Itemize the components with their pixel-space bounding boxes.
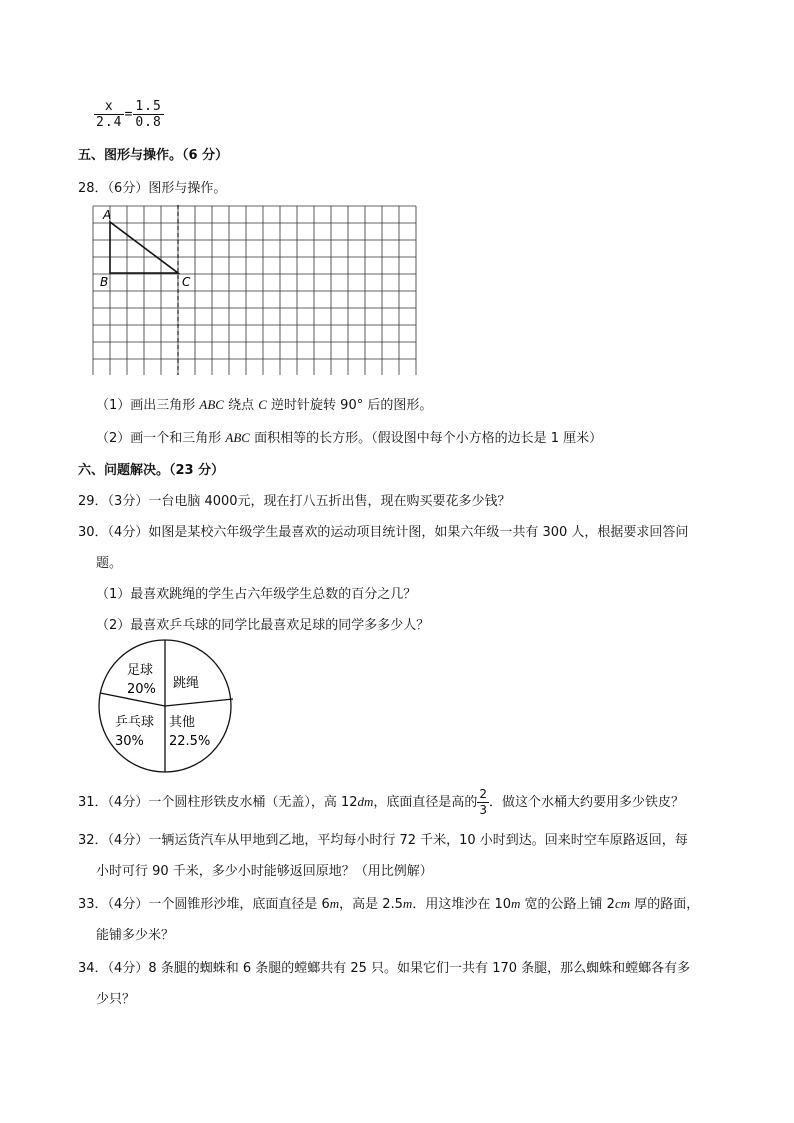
q31: [78, 787, 684, 818]
q33-pre: 33．（4分）一个圆锥形沙堆，底面直径是 6: [78, 897, 330, 912]
q34-line2: 少只？: [96, 992, 136, 1007]
equation-right-numerator: 1.5: [135, 99, 162, 114]
q28-sub2: [96, 427, 602, 446]
q31-frac-den: 3: [479, 803, 488, 817]
q29-text: 29．（3分）一台电脑 4000元，现在打八五折出售，现在购买要花多少钱？: [78, 494, 511, 509]
grid-figure: [92, 205, 418, 375]
q33-m2: ．用这堆沙在 10: [412, 897, 511, 912]
q31-pre: 31．（4分）一个圆柱形铁皮水桶（无盖），高 12: [78, 795, 358, 810]
pie-pingpong-pct: 30%: [115, 734, 144, 749]
q33-unit1: m: [329, 896, 340, 911]
equation-equals: =: [124, 107, 134, 122]
point-a-label: A: [103, 208, 112, 222]
point-b-label: B: [100, 275, 109, 289]
q28-sub1-abc: ABC: [199, 397, 224, 412]
q31-mid: ，底面直径是高的: [373, 795, 478, 810]
point-c-label: C: [182, 275, 191, 289]
pie-chart: [93, 638, 237, 774]
q30-sub2: （2）最喜欢乒乓球的同学比最喜欢足球的同学多多少人？: [96, 618, 430, 633]
pie-other-pct: 22.5%: [169, 734, 211, 749]
pie-rope-name: 跳绳: [173, 676, 200, 691]
q28-sub1-mid: 绕点: [223, 398, 259, 413]
pie-pingpong-name: 乒乓球: [115, 715, 155, 730]
q33-unit4: cm: [614, 896, 631, 911]
q28-sub1: [96, 394, 432, 413]
q28-sub2-pre: （2）画一个和三角形: [96, 431, 226, 446]
q28-sub2-post: 面积相等的长方形。（假设图中每个小方格的边长是 1 厘米）: [249, 431, 603, 446]
q33-m1: ，高是 2.5: [339, 897, 403, 912]
equation-left-fraction: [94, 99, 124, 130]
equation-right-fraction: [133, 99, 163, 130]
q28-sub1-pre: （1）画出三角形: [96, 398, 200, 413]
q33-m4: 厚的路面，: [630, 897, 700, 912]
q30-line1: 30．（4分）如图是某校六年级学生最喜欢的运动项目统计图，如果六年级一共有 300 人，根据要求回答问: [78, 525, 689, 540]
pie-other-name: 其他: [169, 715, 196, 730]
q33-m3: 宽的公路上铺 2: [520, 897, 615, 912]
section6-title: 六、问题解决。（23 分）: [78, 463, 225, 478]
q32-line1: 32．（4分）一辆运货汽车从甲地到乙地，平均每小时行 72 千米，10 小时到达。回来时空车原路返回，每: [78, 833, 688, 848]
q30-sub1: （1）最喜欢跳绳的学生占六年级学生总数的百分之几？: [96, 587, 417, 602]
q28-sub2-abc: ABC: [225, 430, 250, 445]
q33-line1: [78, 893, 699, 912]
equation-left-numerator: x: [94, 99, 124, 115]
q34-line1: 34．（4分）8 条腿的蜘蛛和 6 条腿的螳螂共有 25 只。如果它们一共有 170 条腿，那么蜘蛛和螳螂各有多: [78, 961, 691, 976]
q31-fraction: [477, 787, 489, 818]
q33-unit2: m: [402, 896, 413, 911]
q31-frac-num: 2: [479, 787, 488, 801]
q28-stem: 28．（6分）图形与操作。: [78, 181, 227, 196]
proportion-equation: [94, 99, 164, 130]
q33-unit3: m: [511, 896, 521, 911]
pie-football-name: 足球: [127, 663, 154, 678]
q33-line2: 能铺多少米？: [96, 928, 175, 943]
q31-unit: dm: [357, 794, 374, 809]
q32-line2: 小时可行 90 千米，多少小时能够返回原地？（用比例解）: [96, 864, 433, 879]
equation-left-denominator: 2.4: [96, 115, 123, 130]
q28-sub1-post: 逆时针旋转 90° 后的图形。: [266, 398, 433, 413]
grid-lines: [93, 206, 416, 375]
section5-title: 五、图形与操作。（6 分）: [78, 148, 229, 163]
q30-line2: 题。: [96, 556, 123, 571]
q28-sub1-c: C: [258, 397, 267, 412]
q31-post: ．做这个水桶大约要用多少铁皮？: [489, 795, 685, 810]
equation-right-denominator: 0.8: [135, 115, 162, 130]
pie-football-pct: 20%: [127, 682, 156, 697]
